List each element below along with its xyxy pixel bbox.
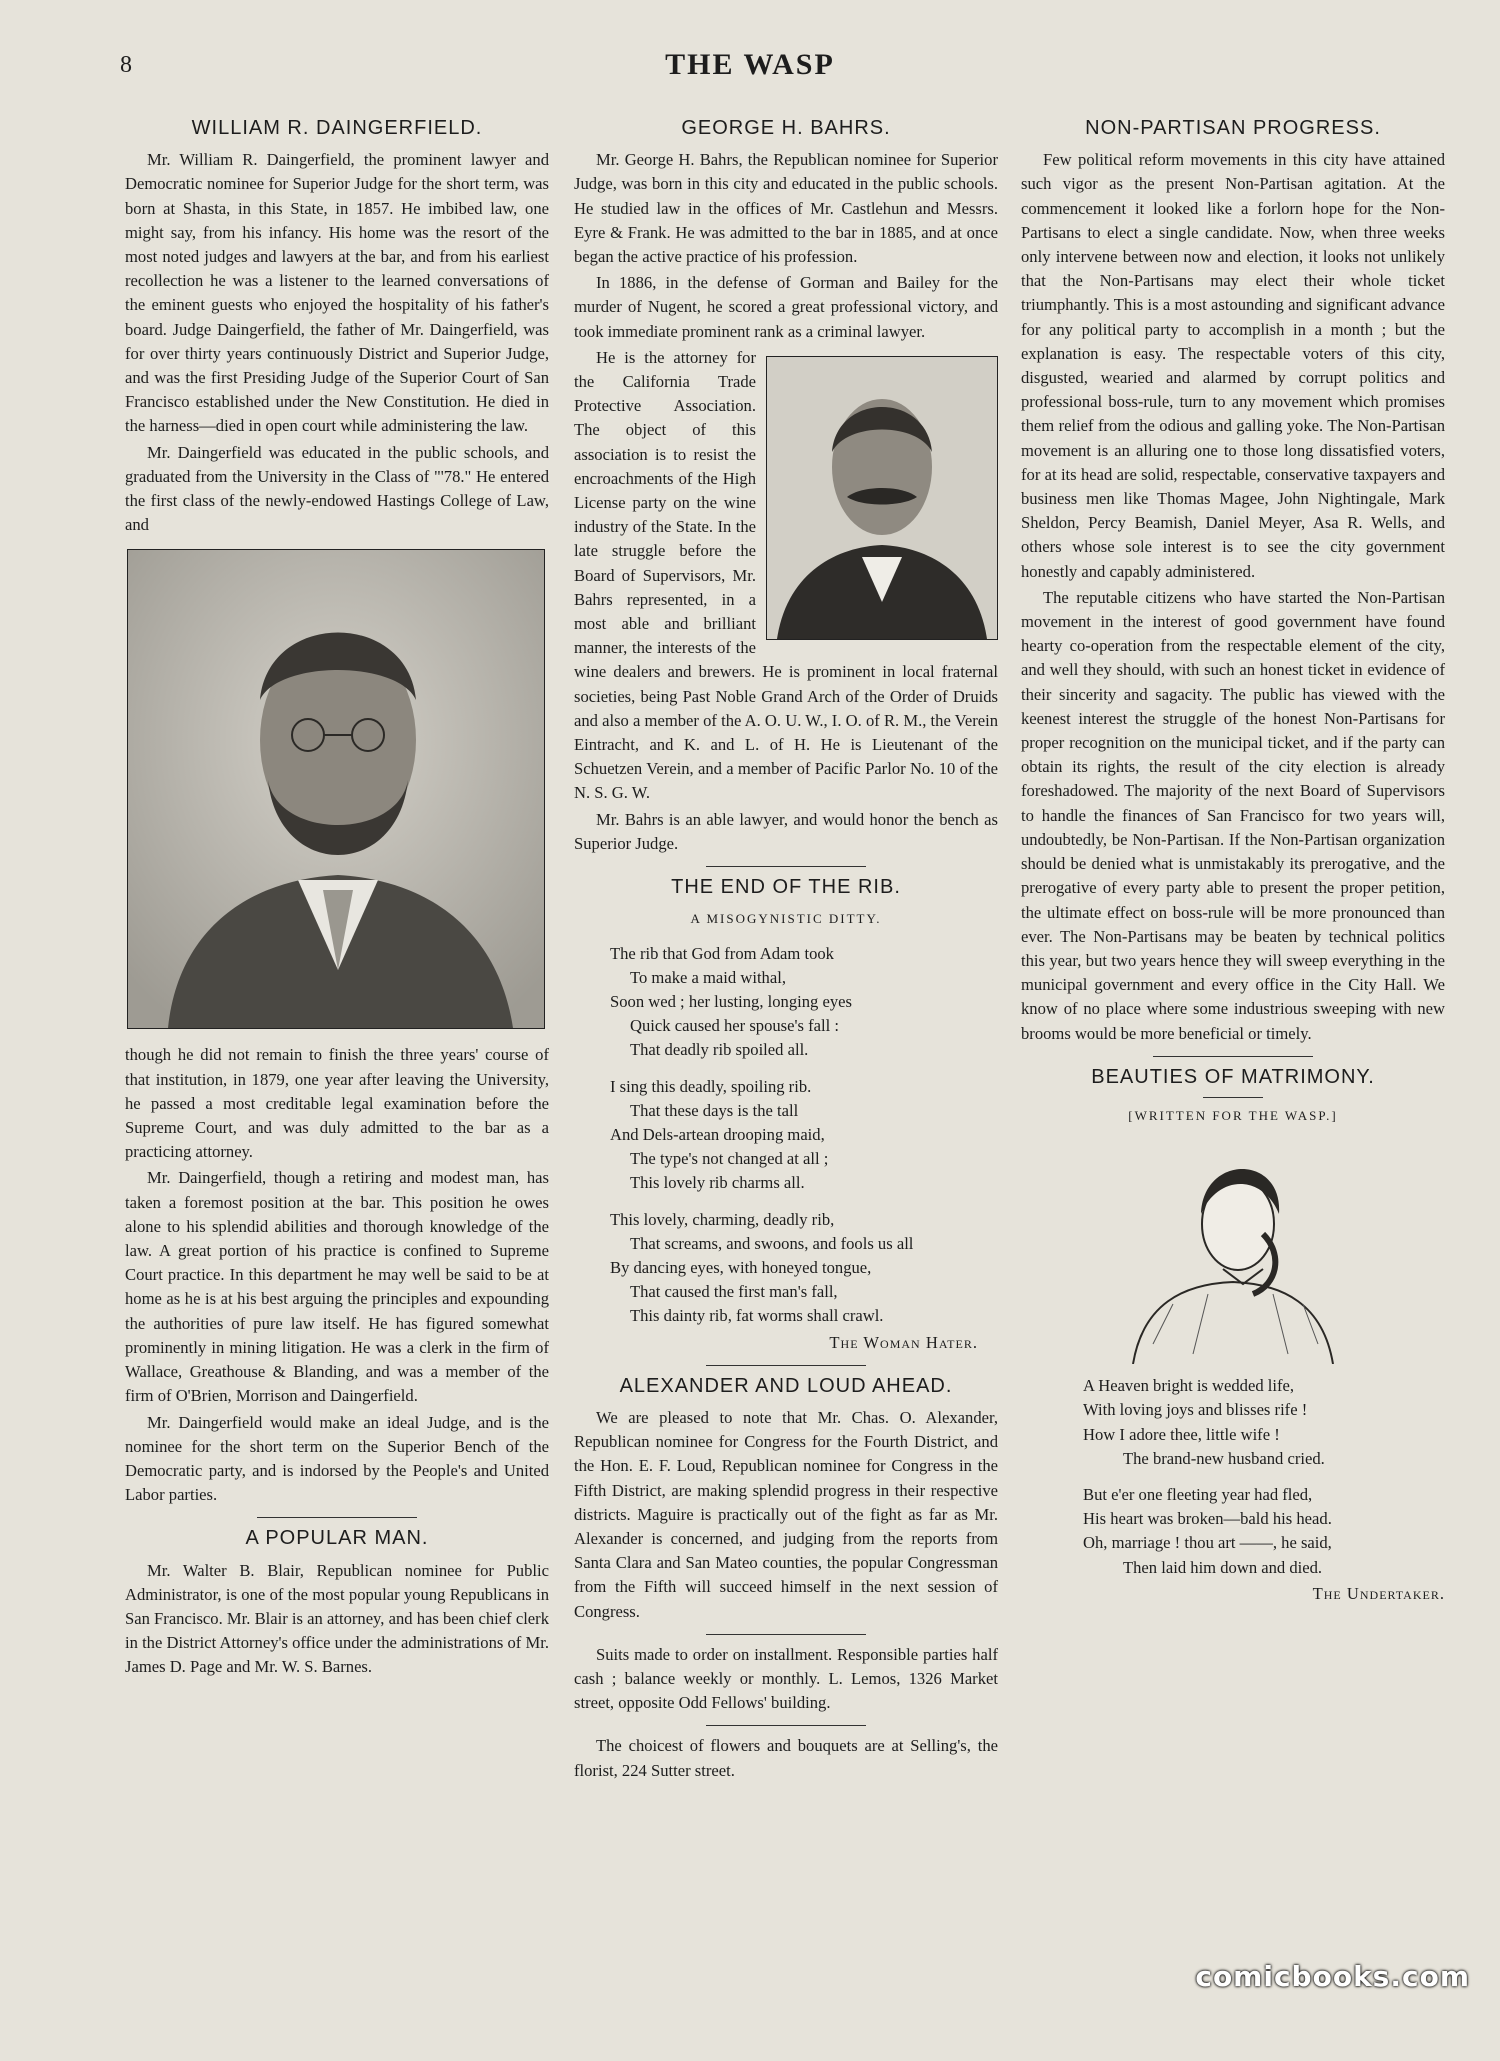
poem-stanza: [1083, 1483, 1445, 1580]
poem-line: The rib that God from Adam took: [610, 943, 834, 963]
heading-end-of-rib: THE END OF THE RIB.: [671, 876, 901, 899]
poem-line: I sing this deadly, spoiling rib.: [610, 1076, 812, 1096]
watermark: comicbooks.com: [1195, 1960, 1470, 1993]
poem-line: A Heaven bright is wedded life,: [1083, 1376, 1295, 1396]
advertisement: Suits made to order on installment. Responsible parties half cash ; balance weekly or monthly. L. Lemos, 1326 Market street, opposite Odd Fellows' building.: [574, 1644, 998, 1713]
divider: [706, 866, 866, 867]
poem-line: This lovely, charming, deadly rib,: [610, 1209, 835, 1229]
advertisement: The choicest of flowers and bouquets are at Selling's, the florist, 224 Sutter street.: [574, 1736, 998, 1780]
poem-line: This dainty rib, fat worms shall crawl.: [630, 1306, 884, 1326]
column-2: [574, 112, 998, 1785]
poem-line: Then laid him down and died.: [1123, 1557, 1323, 1577]
paragraph: though he did not remain to finish the three years' course of that institution, in 1879, one year after leaving the University, he passed a most creditable legal examination before the Supreme Court, and was duly admitted to the bar as a practicing attorney.: [125, 1045, 549, 1162]
paragraph: Mr. William R. Daingerfield, the prominent lawyer and Democratic nominee for Superior Judge for the short term, was born at Shasta, in this State, in 1857. He imbibed law, one might say, from his infancy. His home was the resort of the most noted judges and lawyers at the bar, and from his earliest recollection he was a listener to the learned conversations of the eminent guests who enjoyed the hospitality of his father's board. Judge Daingerfield, the father of Mr. Daingerfield, was for over thirty years continuously District and Superior Judge, and was the first Presiding Judge of the Superior Court of San Francisco established under the New Constitution. He died in the harness—died in open court while administering the law.: [125, 150, 549, 436]
poem-stanza: [610, 1208, 998, 1329]
poem-stanza: [610, 1075, 998, 1196]
column-3: [1021, 112, 1445, 1606]
paragraph: Mr. George H. Bahrs, the Republican nominee for Superior Judge, was born in this city and educated in the public schools. He studied law in the offices of Mr. Castlehun and Messrs. Eyre & Frank. He was admitted to the bar in 1885, and at once began the active practice of his profession.: [574, 150, 998, 267]
signature: The Woman Hater.: [829, 1332, 978, 1352]
poem-line: To make a maid withal,: [630, 967, 786, 987]
poem-line: This lovely rib charms all.: [630, 1173, 805, 1193]
divider: [706, 1634, 866, 1635]
column-1: [125, 112, 549, 1682]
heading-non-partisan: NON-PARTISAN PROGRESS.: [1085, 117, 1381, 139]
paragraph: We are pleased to note that Mr. Chas. O. Alexander, Republican nominee for Congress for the Fourth District, and the Hon. E. F. Loud, Republican nominee for Congress in the Fifth District, are making splendid progress in their respective districts. Maguire is practically out of the fight as far as Mr. Alexander is concerned, and judging from the reports from Santa Clara and San Mateo counties, the popular Congressman from the Fifth will succeed himself in the next session of Congress.: [574, 1407, 998, 1621]
portrait-bahrs-illustration: [767, 357, 997, 639]
paragraph: Mr. Daingerfield, though a retiring and modest man, has taken a foremost position at the bar. This position he owes alone to his splendid abilities and thorough knowledge of the law. A great portion of his practice is confined to Supreme Court practice. In this department he may well be said to be at home as he is at his best arguing the principles and expounding the authorities of pure law itself. He has figured somewhat prominently in mining litigation. He was a clerk in the firm of Wallace, Greathouse & Blanding, and was a member of the firm of O'Brien, Morrison and Daingerfield.: [125, 1168, 549, 1406]
heading-bahrs: GEORGE H. BAHRS.: [681, 117, 891, 139]
divider: [706, 1365, 866, 1366]
paragraph: Few political reform movements in this city have attained such vigor as the present Non-Partisan agitation. At the commencement it looked like a forlorn hope for the Non-Partisans to elect a single candidate. Now, when three weeks only intervene between now and election, it looks not unlikely that the Non-Partisans may elect their whole ticket triumphantly. This is a most astounding and significant advance for any political party to accomplish in a month ; but the explanation is easy. The respectable voters of this city, disgusted, wearied and alarmed by corrupt politics and professional boss-rule, turn to any movement which promises them relief from the odious and galling yoke. The Non-Partisan movement is an alluring one to those long dissatisfied voters, for at its head are solid, respectable, conservative taxpayers and business men like Thomas Magee, John Nightingale, Mark Sheldon, Percy Beamish, Daniel Meyer, Asa R. Wells, and others whose sole interest is to see the city government honestly and capably administered.: [1021, 150, 1445, 581]
poem-line: Quick caused her spouse's fall :: [630, 1016, 839, 1036]
poem-stanza: [1083, 1374, 1445, 1471]
divider: [1153, 1056, 1313, 1057]
divider: [706, 1725, 866, 1726]
poem-line: His heart was broken—bald his head.: [1083, 1509, 1332, 1529]
divider: [257, 1517, 417, 1518]
paragraph: Mr. Daingerfield was educated in the public schools, and graduated from the University in the Class of "'78." He entered the first class of the newly-endowed Hastings College of Law, and: [125, 442, 549, 535]
portrait-bahrs: [766, 356, 998, 640]
poem-line: That caused the first man's fall,: [630, 1282, 838, 1302]
poem-line: By dancing eyes, with honeyed tongue,: [610, 1257, 872, 1277]
divider: [1203, 1097, 1263, 1098]
poem-line: With loving joys and blisses rife !: [1083, 1400, 1308, 1420]
woman-engraving: [1113, 1144, 1353, 1364]
poem-line: And Dels-artean drooping maid,: [610, 1124, 825, 1144]
paragraph: Mr. Walter B. Blair, Republican nominee for Public Administrator, is one of the most popular young Republicans in San Francisco. Mr. Blair is an attorney, and has been chief clerk in the District Attorney's office under the administrations of Mr. James D. Page and Mr. W. S. Barnes.: [125, 1560, 549, 1677]
signature: The Undertaker.: [1312, 1583, 1445, 1603]
heading-matrimony: BEAUTIES OF MATRIMONY.: [1091, 1065, 1375, 1088]
poem-end-of-rib: [610, 942, 998, 1329]
poem-line: That deadly rib spoiled all.: [630, 1040, 809, 1060]
poem-line: Oh, marriage ! thou art ——, he said,: [1083, 1533, 1332, 1553]
poem-matrimony: [1083, 1374, 1445, 1580]
subheading: A MISOGYNISTIC DITTY.: [690, 911, 882, 927]
heading-alexander-loud: ALEXANDER AND LOUD AHEAD.: [619, 1374, 953, 1397]
poem-line: Soon wed ; her lusting, longing eyes: [610, 991, 852, 1011]
woman-engraving-illustration: [1113, 1144, 1353, 1364]
paragraph: Mr. Bahrs is an able lawyer, and would honor the bench as Superior Judge.: [574, 809, 998, 853]
poem-line: But e'er one fleeting year had fled,: [1083, 1484, 1313, 1504]
portrait-daingerfield: [127, 549, 545, 1029]
page-number: 8: [120, 52, 132, 78]
heading-daingerfield: WILLIAM R. DAINGERFIELD.: [191, 117, 483, 139]
poem-stanza: [610, 942, 998, 1063]
portrait-daingerfield-illustration: [128, 550, 544, 1028]
paragraph: Mr. Daingerfield would make an ideal Judge, and is the nominee for the short term on the Superior Bench of the Democratic party, and is indorsed by the People's and United Labor parties.: [125, 1412, 549, 1505]
poem-line: The brand-new husband cried.: [1123, 1448, 1325, 1468]
masthead-title: THE WASP: [665, 48, 835, 81]
heading-popular-man: A POPULAR MAN.: [245, 1527, 429, 1550]
poem-line: That screams, and swoons, and fools us all: [630, 1233, 914, 1253]
poem-line: How I adore thee, little wife !: [1083, 1424, 1280, 1444]
poem-line: That these days is the tall: [630, 1100, 799, 1120]
paragraph: In 1886, in the defense of Gorman and Bailey for the murder of Nugent, he scored a great professional victory, and took immediate prominent rank as a criminal lawyer.: [574, 273, 998, 341]
poem-line: The type's not changed at all ;: [630, 1149, 829, 1169]
paragraph: The reputable citizens who have started the Non-Partisan movement in the interest of good government have found hearty co-operation from the respectable element of the city, and well they should, with such an honest ticket in evidence of their sincerity and sagacity. The public has viewed with the keenest interest the struggle of the honest Non-Partisans for proper recognition on the municipal ticket, and if the party can obtain its rights, the result of the city election is already foreshadowed. The majority of the next Board of Supervisors to handle the finances of San Francisco for two years will, undoubtedly, be Non-Partisan. If the Non-Partisan organization should be denied what is unmistakably its prerogative, and the prerogative of every party able to present the proper petition, the ultimate effect on boss-rule will be more pronounced than ever. The Non-Partisans may be beaten by technical politics this year, but two years hence they will sweep everything in the municipal government and every office in the City Hall. We know of no place where some industrious sweeping with new brooms would be more beneficial or timely.: [1021, 587, 1445, 1043]
paragraph: He is the attorney for the California Trade Protective Association. The object of this association is to resist the encroachments of the High License party on the wine industry of the State. In the late struggle before the Board of Supervisors, Mr. Bahrs represented, in a most able and brilliant manner, the interests of the wine dealers and brewers. He is prominent in local fraternal societies, being Past Noble Grand Arch of the Order of Druids and also a member of the A. O. U. W., I. O. of R. M., the Verein Eintracht, and K. and L. of H. He is Lieutenant of the Schuetzen Verein, and a member of Pacific Parlor No. 10 of the N. S. G. W.: [574, 347, 998, 803]
subheading: [WRITTEN FOR THE WASP.]: [1128, 1107, 1338, 1123]
